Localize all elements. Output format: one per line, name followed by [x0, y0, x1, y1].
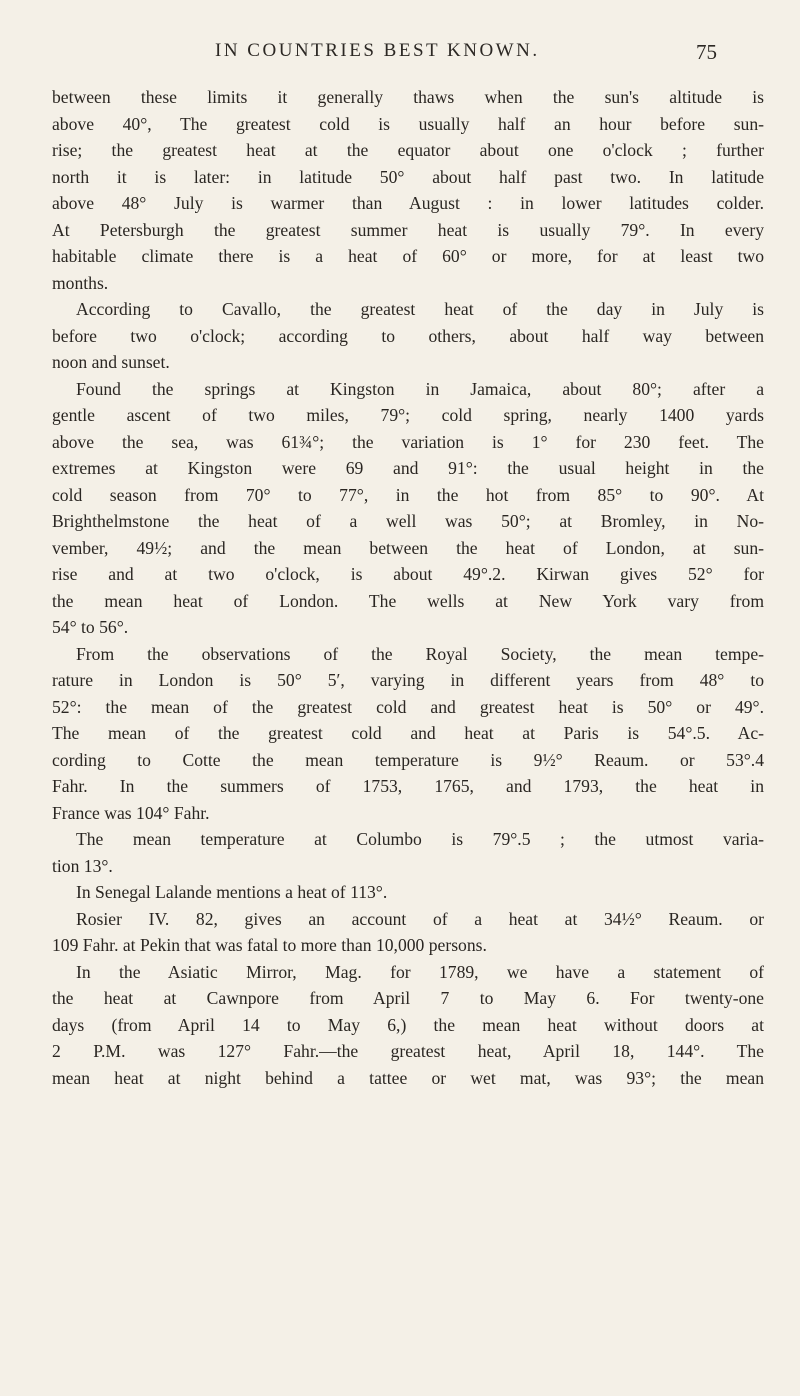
- text-line: months.: [52, 272, 109, 293]
- text-line: 2 P.M. was 127° Fahr.—the greatest heat, April 18, 144°. The: [52, 1041, 764, 1061]
- text-line: gentle ascent of two miles, 79°; cold spring, nearly 1400 yards: [52, 405, 764, 425]
- text-line: the mean heat of London. The wells at New York vary from: [52, 590, 764, 611]
- text-line: cording to Cotte the mean temperature is 9½° Reaum. or 53°.4: [52, 749, 764, 770]
- text-line: above 40°, The greatest cold is usually half an hour before sun-: [52, 113, 764, 134]
- text-line: days (from April 14 to May 6,) the mean heat without doors at: [52, 1014, 764, 1035]
- text-line: Found the springs at Kingston in Jamaica, about 80°; after a: [76, 378, 764, 399]
- text-line: The mean of the greatest cold and heat at Paris is 54°.5. Ac-: [52, 723, 764, 743]
- text-line: before two o'clock; according to others, about half way between: [52, 325, 764, 346]
- page-number: 75: [696, 40, 717, 64]
- text-line: Brighthelmstone the heat of a well was 50°; at Bromley, in No-: [52, 511, 764, 531]
- page-header: [0, 40, 800, 70]
- text-line: habitable climate there is a heat of 60° or more, for at least two: [52, 246, 764, 266]
- text-line: north it is later: in latitude 50° about half past two. In latitude: [52, 166, 764, 187]
- text-line: noon and sunset.: [52, 352, 170, 372]
- text-line: France was 104° Fahr.: [52, 802, 210, 823]
- text-line: above the sea, was 61¾°; the variation is 1° for 230 feet. The: [52, 431, 764, 452]
- text-line: Rosier IV. 82, gives an account of a heat at 34½° Reaum. or: [76, 908, 764, 929]
- text-line: In Senegal Lalande mentions a heat of 113°.: [76, 882, 388, 902]
- text-line: above 48° July is warmer than August : in lower latitudes colder.: [52, 193, 764, 213]
- text-line: 52°: the mean of the greatest cold and greatest heat is 50° or 49°.: [52, 696, 764, 717]
- text-line: tion 13°.: [52, 855, 113, 876]
- body-text: [52, 84, 764, 1091]
- text-line: rise; the greatest heat at the equator about one o'clock ; further: [52, 140, 764, 160]
- running-head: IN COUNTRIES BEST KNOWN.: [215, 40, 540, 61]
- text-line: mean heat at night behind a tattee or wet mat, was 93°; the mean: [52, 1067, 764, 1088]
- text-line: extremes at Kingston were 69 and 91°: the usual height in the: [52, 458, 764, 478]
- text-line: cold season from 70° to 77°, in the hot from 85° to 90°. At: [52, 484, 764, 505]
- text-line: From the observations of the Royal Society, the mean tempe-: [76, 643, 764, 664]
- text-line: vember, 49½; and the mean between the heat of London, at sun-: [52, 537, 764, 558]
- text-line: 109 Fahr. at Pekin that was fatal to more than 10,000 persons.: [52, 935, 487, 955]
- text-line: In the Asiatic Mirror, Mag. for 1789, we have a statement of: [76, 961, 764, 982]
- text-line: According to Cavallo, the greatest heat of the day in July is: [76, 299, 764, 319]
- text-line: rise and at two o'clock, is about 49°.2. Kirwan gives 52° for: [52, 564, 764, 584]
- text-line: 54° to 56°.: [52, 617, 129, 637]
- text-line: The mean temperature at Columbo is 79°.5 ; the utmost varia-: [76, 829, 764, 849]
- text-line: rature in London is 50° 5′, varying in different years from 48° to: [52, 670, 764, 690]
- text-line: Fahr. In the summers of 1753, 1765, and 1793, the heat in: [52, 776, 764, 796]
- text-line: At Petersburgh the greatest summer heat is usually 79°. In every: [52, 219, 764, 240]
- text-line: between these limits it generally thaws when the sun's altitude is: [52, 87, 764, 107]
- text-line: the heat at Cawnpore from April 7 to May 6. For twenty-one: [52, 988, 764, 1008]
